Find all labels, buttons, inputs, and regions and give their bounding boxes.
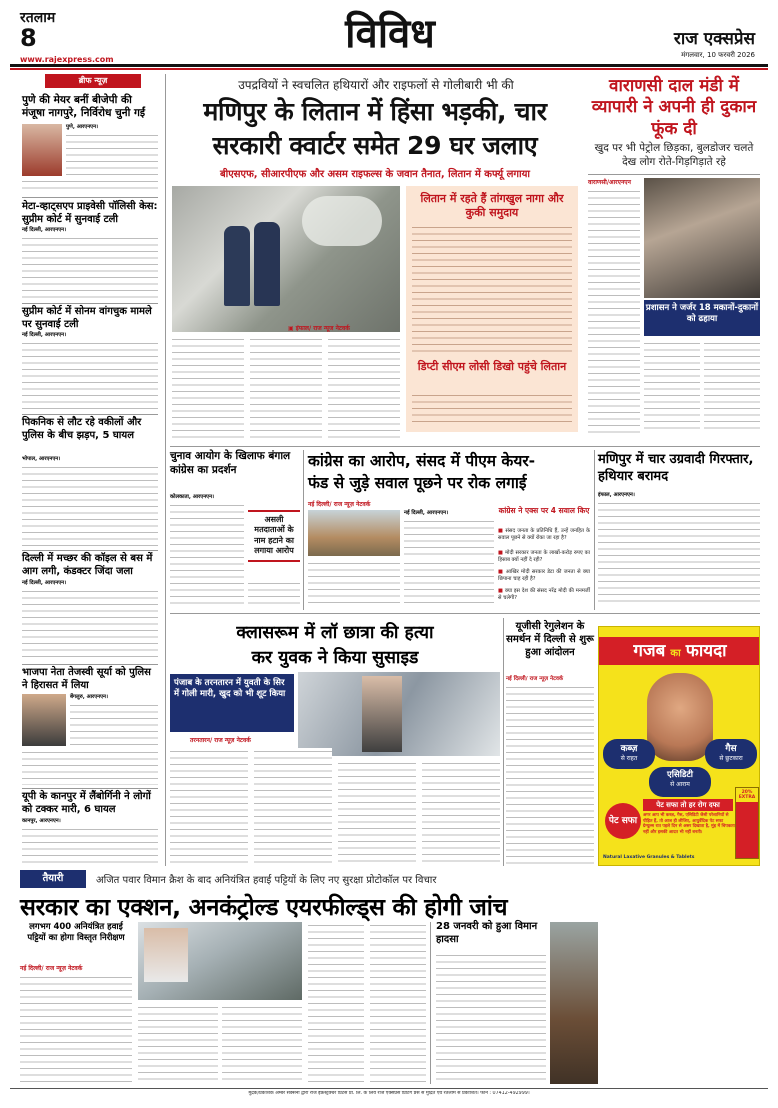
varanasi-body [704, 340, 760, 434]
paper-name: राज एक्सप्रेस [673, 29, 755, 49]
congress-body [404, 518, 494, 556]
bottom-body [308, 922, 364, 1084]
manipur-arrest-body [598, 500, 760, 606]
masthead-stripe [10, 68, 768, 70]
bengal-headline[interactable]: चुनाव आयोग के खिलाफ बंगाल कांग्रेस का प्रदर्शन [170, 450, 291, 476]
relief-sub: से छुटकारा [719, 755, 743, 762]
question-item [498, 528, 590, 542]
smoke [302, 196, 382, 246]
masthead [0, 0, 778, 74]
ad-tagline: Natural Laxative Granules & Tablets [603, 855, 695, 860]
bengal-story [170, 450, 300, 610]
factbox-body [412, 392, 572, 426]
factbox-head: लितान में रहते हैं तांगखुल नागा और कुकी समुदाय [420, 192, 564, 220]
camera-icon: ▣ [288, 325, 296, 332]
credit-text: इंफाल/ राज न्यूज नेटवर्क [295, 325, 350, 332]
divider [22, 788, 158, 789]
brief-dateline: पुणे, आरएनएन। [66, 124, 99, 130]
varanasi-subhead: खुद पर भी पेट्रोल छिड़का, बुलडोजर चलते देख लोग रोते-गिड़गिड़ाते रहे [594, 142, 754, 168]
bottom-kicker: अजित पवार विमान क्रैश के बाद अनियंत्रित हवाई पट्टियों के लिए नए सुरक्षा प्रोटोकॉल पर विचार [96, 875, 437, 886]
varanasi-photo [644, 178, 760, 298]
suicide-photo [298, 672, 500, 756]
bengal-pullquote: असली मतदाताओं के नाम हटाने का लगाया आरोप [248, 510, 300, 562]
brief-label: ब्रीफ न्यूज़ [45, 74, 141, 88]
ugc-headline[interactable]: यूजीसी रेगुलेशन के समर्थन में दिल्ली से शुरू हुआ आंदोलन [506, 621, 594, 658]
congress-body [404, 560, 494, 608]
lead-body [172, 336, 244, 440]
brief-dateline: नई दिल्ली, आरएनएन। [22, 227, 67, 233]
bottom-body [20, 974, 132, 1084]
sidebox-head: कांग्रेस ने एक्स पर 4 सवाल किए [498, 506, 590, 515]
bottom-headline[interactable]: सरकार का एक्शन, अनकंट्रोल्ड एयरफील्ड्स की होगी जांच [20, 893, 508, 921]
imprint-line: मुद्रक/प्रकाशक अम्बर सक्सेना द्वारा राज इंफ्रस्ट्रक्चर प्रिंटर्स प्रा. लि. के लिये राज एक्सप्रेस प्रिंटिंग प्रेस से मुद्रित एवं रतलाम से प्रकाशित। फोन : 07412-492999। [248, 1091, 530, 1096]
brief-headline[interactable]: भाजपा नेता तेजस्वी सूर्या को पुलिस ने हिरासत में लिया [22, 667, 151, 691]
portrait-inset [362, 676, 402, 752]
bengal-body [248, 580, 300, 606]
mayor-photo [22, 124, 62, 176]
lead-body [250, 336, 322, 440]
question-item [498, 588, 590, 602]
brief-body [66, 132, 158, 176]
question-text: संसद जनता के प्रतिनिधि हैं, उन्हें जनहित के सवाल पूछने से क्यों रोका जा रहा है? [498, 528, 590, 542]
bottom-byline: नई दिल्ली/ राज न्यूज़ नेटवर्क [20, 965, 83, 972]
bottom-body [370, 922, 426, 1084]
relief-word: गैस [725, 744, 737, 754]
brief-dateline: कानपुर, आरएनएन। [22, 818, 61, 824]
photo-caption [644, 300, 760, 336]
soldier-figure [254, 222, 280, 306]
lead-headline[interactable]: सरकारी क्वार्टर समेत 29 घर जलाए [212, 131, 538, 160]
brief-body [22, 235, 158, 301]
brief-headline[interactable]: दिल्ली में मच्छर की कॉइल से बस में आग लगी, कंडक्टर जिंदा जला [22, 553, 153, 577]
divider [22, 197, 158, 198]
manipur-arrest-dateline: इंफाल, आरएनएन। [598, 492, 635, 498]
column-rule [594, 450, 595, 610]
bengal-dateline: कोलकाता, आरएनएन। [170, 494, 215, 500]
caption-text: प्रशासन ने जर्जर 18 मकानों-दुकानों को ढहाया [645, 303, 759, 324]
question-text: आखिर मोदी सरकार डेटा की जनता से क्या छिपाना चाह रही है? [498, 569, 590, 583]
bottom-sidehead: 28 जनवरी को हुआ विमान हादसा [436, 921, 538, 945]
crash-photo [550, 922, 598, 1084]
brief-dateline: बेंगलुरु, आरएनएन। [70, 694, 108, 700]
city-name: रतलाम [20, 10, 56, 26]
brand-name: पेट सफा [608, 816, 638, 826]
product-pack [735, 787, 759, 859]
ad-title-mid: का [670, 648, 681, 659]
bottom-body [138, 1004, 218, 1084]
manipur-arrest-story [598, 450, 760, 610]
divider [22, 303, 158, 304]
relief-bubble [649, 767, 711, 797]
ad-title-end: फायदा [685, 641, 727, 661]
issue-date: मंगलवार, 10 फरवरी 2026 [681, 51, 755, 59]
lead-photo [172, 186, 400, 332]
lead-factbox [406, 186, 578, 432]
lead-subhead: बीएसएफ, सीआरपीएफ और असम राइफल्स के जवान तैनात, लितान में कर्फ्यू लगाया [219, 169, 531, 180]
brief-dateline: नई दिल्ली, आरएनएन। [22, 580, 67, 586]
subhead-text: लगभग 400 अनियंत्रित हवाई पट्टियों का होगा विस्तृत निरीक्षण [27, 922, 125, 944]
ad-slogan: पेट सफा तो हर रोग दफा [643, 799, 733, 811]
ugc-story [506, 618, 594, 866]
column-rule [503, 618, 504, 866]
photo-credit [288, 324, 350, 332]
soldier-figure [224, 226, 250, 306]
suicide-body [254, 748, 332, 864]
relief-word: कब्ज़ [620, 744, 638, 754]
ugc-byline: नई दिल्ली/ राज न्यूज़ नेटवर्क [506, 676, 564, 682]
question-item [498, 550, 590, 564]
question-item [498, 569, 590, 583]
suicide-headline[interactable]: क्लासरूम में लॉ छात्रा की हत्या [236, 623, 434, 643]
suicide-byline: तरनतारन/ राज न्यूज़ नेटवर्क [190, 737, 251, 744]
relief-word: एसिडिटी [667, 770, 693, 780]
bottom-tag: तैयारी [20, 870, 86, 888]
section-title: विविध [345, 10, 435, 57]
bengal-body [170, 502, 244, 606]
brief-headline[interactable]: पिकनिक से लौट रहे वकीलों और पुलिस के बीच झड़प, 5 घायल [22, 417, 142, 441]
bottom-subhead [20, 922, 132, 945]
relief-sub: से आराम [670, 781, 690, 788]
lead-body [328, 336, 400, 440]
airfield-photo [138, 922, 302, 1000]
relief-bubble [705, 739, 757, 769]
column-rule [430, 922, 431, 1084]
brief-headline[interactable]: मेटा-व्हाट्सएप प्राइवेसी पॉलिसी केस: सुप्रीम कोर्ट में सुनवाई टली [22, 201, 158, 225]
ad-banner [599, 637, 760, 665]
bullet-icon: ■ [498, 550, 506, 556]
manipur-arrest-headline[interactable]: मणिपुर में चार उग्रवादी गिरफ्तार, हथियार बरामद [598, 452, 754, 484]
congress-dateline: नई दिल्ली, आरएनएन। [404, 510, 449, 516]
congress-body [308, 560, 400, 608]
page-number: 8 [20, 24, 37, 52]
congress-byline: नई दिल्ली/ राज न्यूज़ नेटवर्क [308, 501, 371, 508]
ad-face [647, 673, 713, 761]
brief-body [22, 464, 158, 548]
factbox-head-2: डिप्टी सीएम लोसी डिखो पहुंचे लितान [417, 360, 567, 373]
varanasi-story [588, 74, 760, 444]
column-rule [303, 450, 304, 610]
congress-headline[interactable]: कांग्रेस का आरोप, संसद में पीएम केयर- [308, 452, 536, 470]
brief-body [22, 826, 158, 866]
bullet-icon: ■ [498, 569, 506, 575]
brief-body [22, 588, 158, 662]
brief-dateline: भोपाल, आरएनएन। [22, 456, 61, 462]
brief-dateline: नई दिल्ली, आरएनएन। [22, 332, 67, 338]
divider [588, 174, 760, 175]
website-link[interactable]: www.rajexpress.com [20, 55, 114, 64]
varanasi-body [644, 340, 700, 434]
suicide-inset [170, 674, 294, 732]
brief-body [22, 340, 158, 412]
varanasi-headline[interactable]: वाराणसी दाल मंडी में व्यापारी ने अपनी ही दुकान फूंक दी [591, 76, 757, 139]
divider [22, 550, 158, 551]
pack-offer: 20% EXTRA [738, 790, 756, 800]
portrait-inset [144, 928, 188, 982]
divider [22, 664, 158, 665]
bullet-icon: ■ [498, 528, 506, 534]
divider [22, 414, 158, 415]
bottom-body [436, 952, 546, 1084]
column-rule [165, 74, 166, 866]
suicide-body [170, 748, 248, 864]
inset-text: पंजाब के तरनतारन में युवती के सिर में गोली मारी, खुद को भी शूट किया [174, 678, 286, 700]
bottom-body [222, 1004, 302, 1084]
question-text: क्या इस देश की संसद नरेंद्र मोदी की मनमर्जी से चलेगी? [498, 588, 590, 602]
suicide-story [170, 618, 500, 866]
varanasi-body [588, 188, 640, 434]
brief-headline[interactable]: यूपी के कानपुर में लैंबोर्गिनी ने लोगों को टक्कर मारी, 6 घायल [22, 791, 151, 815]
ad-title: गजब [633, 641, 666, 661]
tejasvi-photo [22, 694, 66, 746]
section-rule [170, 613, 760, 614]
lead-kicker: उपद्रवियों ने स्वचलित हथियारों और राइफलों से गोलीबारी भी की [238, 78, 514, 92]
masthead-rule [10, 64, 768, 67]
brand-logo [605, 803, 641, 839]
ugc-body [506, 684, 594, 864]
airfield-story [10, 868, 768, 1086]
suicide-body [338, 760, 416, 864]
lead-headline[interactable]: मणिपुर के लितान में हिंसा भड़की, चार [203, 97, 547, 126]
suicide-body [422, 760, 500, 864]
brief-headline[interactable]: पुणे की मेयर बनीं बीजेपी की मंजूषा नागपुरे, निर्विरोध चुनी गईं [22, 94, 146, 120]
bullet-icon: ■ [498, 588, 505, 594]
brief-body [22, 178, 158, 194]
congress-sidebox [498, 506, 590, 610]
factbox-body [412, 224, 572, 352]
congress-story [308, 450, 590, 610]
lead-story [170, 74, 580, 444]
brief-body [70, 702, 158, 746]
pet-safa-ad[interactable] [598, 626, 760, 866]
section-rule [170, 446, 760, 447]
footer-rule [10, 1088, 768, 1089]
brief-body [22, 749, 158, 785]
congress-headline[interactable]: फंड से जुड़े सवाल पूछने पर रोक लगाई [308, 474, 527, 492]
relief-bubble [603, 739, 655, 769]
suicide-headline[interactable]: कर युवक ने किया सुसाइड [251, 648, 419, 668]
relief-sub: से राहत [620, 755, 638, 762]
brief-column [20, 74, 160, 866]
brief-headline[interactable]: सुप्रीम कोर्ट में सोनम वांगचुक मामले पर सुनवाई टली [22, 306, 152, 330]
ad-body: अगर आप भी कब्ज़, गैस, एसिडिटी जैसी परेशानियों से पीड़ित हैं, तो आज ही लीजिए, आयुर्वेदिक पेट सफा ग्रेन्यूल्स रात पहले दिन से असर दिखाता है, मुंह में चिपकता नहीं और इसकी आदत भी नहीं बनती। [643, 813, 735, 835]
parliament-photo [308, 510, 400, 556]
varanasi-dateline: वाराणसी/आरएनएन [588, 179, 631, 186]
question-text: मोदी सरकार जनता के लाखों-करोड़ रुपए का हिसाब क्यों नहीं दे रही? [498, 550, 590, 564]
